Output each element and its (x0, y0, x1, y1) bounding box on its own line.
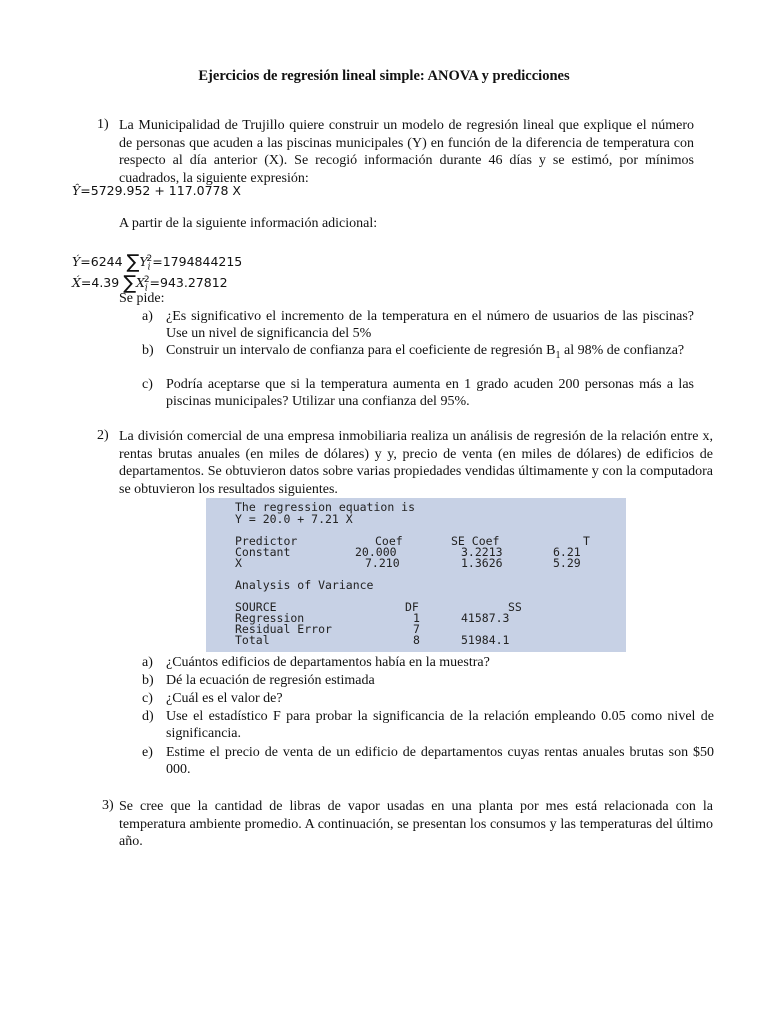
q1-number: 1) (97, 117, 109, 132)
anova-row-total-ss: 51984.1 (461, 633, 510, 647)
coef-header-se: SE Coef (451, 534, 500, 548)
q2-item-c (142, 690, 714, 707)
q2-text: La división comercial de una empresa inmobiliaria realiza un análisis de regresión de la relación entre x, rentas brutas anuales (en miles de dólares) y y, precio de venta (en miles de dólares) de edificios de departamentos. Se obtuvieron datos sobre varias propiedades vendidas últimamente y con la computadora se obtuvieron los resultados siguientes. (119, 429, 713, 497)
q3-number: 3) (102, 798, 114, 813)
q1-se-pide: Se pide: (119, 291, 165, 306)
q1-sum-x2-value: =943.27812 (149, 275, 228, 290)
coef-row-x-se: 1.3626 (461, 556, 503, 570)
q1-item-b-label: b) (142, 343, 154, 358)
q1-item-c (142, 376, 694, 410)
anova-row-regression-df: 1 (413, 611, 420, 625)
q1-info-y: Ý=6244 $\sum Y_i^2=1794844215$ (72, 251, 243, 273)
q1-item-a (142, 308, 694, 342)
coef-row-constant-coef: 20.000 (355, 545, 397, 559)
anova-row-residual-source: Residual Error (235, 622, 332, 636)
q1-text: La Municipalidad de Trujillo quiere construir un modelo de regresión lineal que explique el número de personas que acuden a las piscinas municipales (Y) en función de la diferencia de temperatura con respecto al día anterior (X). Se recogió información durante 46 días y se estimó, por mínimos cuadrados, la siguiente expresión: (119, 118, 694, 186)
anova-row-residual-df: 7 (413, 622, 420, 636)
q1-info-x: X́=4.39 $\sum X_i^2=943.27812$ (72, 272, 228, 294)
q2-number: 2) (97, 428, 109, 443)
q1-item-a-text: ¿Es significativo el incremento de la temperatura en el número de usuarios de las piscinas? Use un nivel de significancia del 5% (166, 309, 694, 341)
coef-row-x-coef: 7.210 (365, 556, 400, 570)
sum-symbol-icon: ∑ (126, 251, 140, 273)
q1-ybar-value: =6244 (80, 254, 123, 269)
q2-item-b (142, 672, 714, 689)
q1-equation-value: =5729.952 + 117.0778 X (80, 183, 241, 198)
anova-row-total-df: 8 (413, 633, 420, 647)
anova-row-total-source: Total (235, 633, 270, 647)
anova-title: Analysis of Variance (235, 578, 374, 592)
coef-row-constant-t: 6.21 (553, 545, 581, 559)
coef-row-x-t: 5.29 (553, 556, 581, 570)
q1-item-c-label: c) (142, 377, 153, 392)
anova-row-regression-ss: 41587.3 (461, 611, 510, 625)
q2-item-e-label: e) (142, 745, 153, 760)
q2-item-c-label: c) (142, 691, 153, 706)
coef-header-predictor: Predictor (235, 534, 298, 548)
q2-item-e-text: Estime el precio de venta de un edificio de departamentos cuyas rentas anuales brutas son $50 000. (166, 745, 714, 777)
coef-row-x-name: X (235, 556, 242, 570)
q2-item-b-label: b) (142, 673, 154, 688)
q2-item-a (142, 654, 714, 671)
coef-header-t: T (583, 534, 590, 548)
q1-item-b-text: Construir un intervalo de confianza para el coeficiente de regresión $B_1$ al 98% de confianza? (166, 343, 685, 361)
output-line-1: The regression equation is (235, 500, 416, 514)
q1-item-a-label: a) (142, 309, 153, 324)
coef-header-coef: Coef (375, 534, 403, 548)
q2-item-b-text: Dé la ecuación de regresión estimada (166, 673, 375, 688)
q2-item-c-text: ¿Cuál es el valor de? (166, 691, 283, 706)
q1-xbar-value: =4.39 (80, 275, 120, 290)
q1-info-intro: A partir de la siguiente información adicional: (119, 216, 378, 231)
coef-row-constant-name: Constant (235, 545, 291, 559)
anova-header-df: DF (405, 600, 419, 614)
q2-item-a-label: a) (142, 655, 153, 670)
document-title: Ejercicios de regresión lineal simple: ANOVA y predicciones (198, 68, 570, 84)
q3-text: Se cree que la cantidad de libras de vapor usadas en una planta por mes está relacionada con la temperatura ambiente promedio. A continuación, se presentan los consumos y las temperaturas del último año. (119, 799, 713, 849)
q2-item-d-text: Use el estadístico F para probar la significancia de la relación empleando 0.05 como nivel de significancia. (166, 709, 714, 741)
regression-output-box (206, 498, 626, 652)
anova-header-source: SOURCE (235, 600, 277, 614)
q2-item-d (142, 708, 714, 742)
anova-row-regression-source: Regression (235, 611, 305, 625)
q2-item-e (142, 744, 714, 778)
q1-regression-equation: Ŷ=5729.952 + 117.0778 X (72, 183, 241, 198)
q1-item-c-text: Podría aceptarse que si la temperatura aumenta en 1 grado acuden 200 personas más a las piscinas municipales? Utilizar una confianza del 95%. (166, 377, 694, 409)
sum-symbol-icon: ∑ (123, 272, 137, 294)
q2-item-d-label: d) (142, 709, 154, 724)
coef-row-constant-se: 3.2213 (461, 545, 503, 559)
q2-item-a-text: ¿Cuántos edificios de departamentos había en la muestra? (166, 655, 490, 670)
q1-sum-y2-value: =1794844215 (152, 254, 243, 269)
output-line-2: Y = 20.0 + 7.21 X (235, 512, 353, 526)
anova-header-ss: SS (508, 600, 522, 614)
q1-item-b (142, 342, 694, 376)
